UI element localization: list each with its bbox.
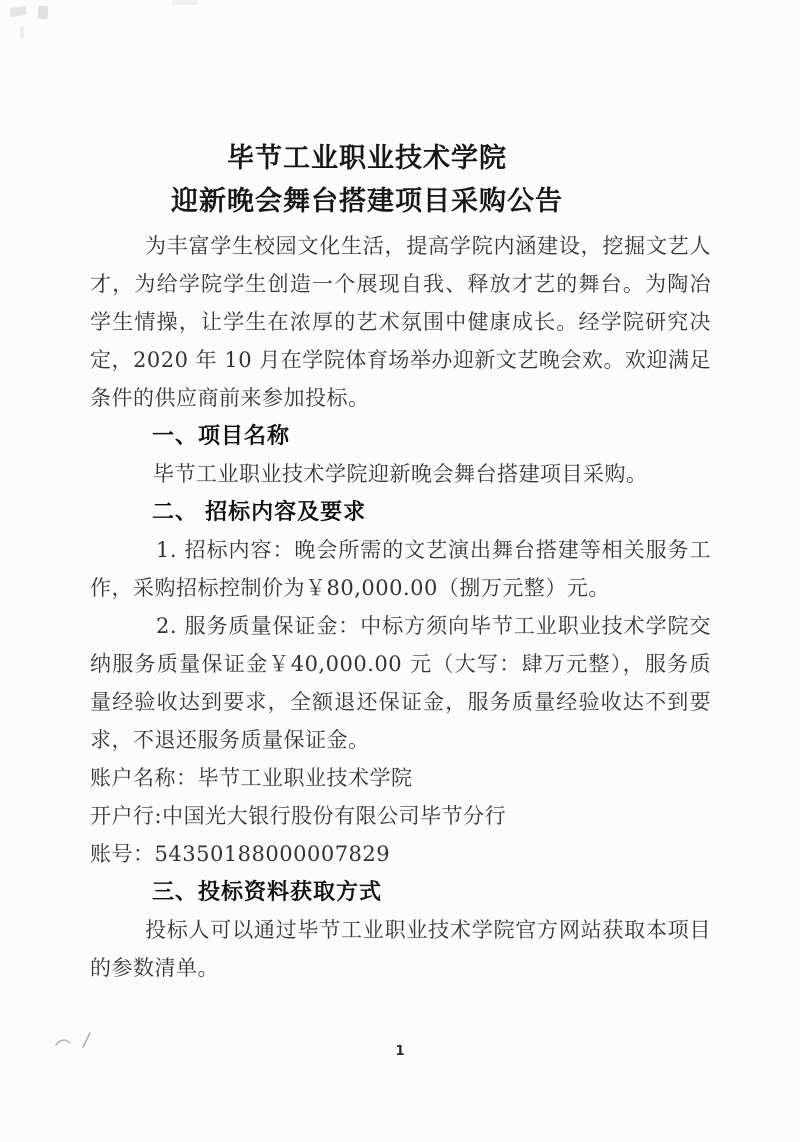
intro-paragraph: 为丰富学生校园文化生活，提高学院内涵建设，挖掘文艺人才，为给学院学生创造一个展现自我、释放才艺的舞台。为陶冶学生情操，让学生在浓厚的艺术氛围中健康成长。经学院研究决定，2020 年 10 月在学院体育场举办迎新文艺晚会欢。欢迎满足条件的供应商前来参加投标。	[90, 234, 711, 410]
section-3-heading: 三、投标资料获取方式	[152, 879, 383, 904]
scan-artifact-icon	[172, 0, 198, 5]
section-3-body: 投标人可以通过毕节工业职业技术学院官方网站获取本项目的参数清单。	[90, 918, 711, 980]
scan-artifact-icon	[20, 27, 24, 38]
page-number: 1	[395, 1044, 405, 1059]
title-line-1: 毕节工业职业技术学院	[227, 143, 507, 174]
account-number-line: 账号：54350188000007829	[90, 842, 391, 866]
section-1-heading: 一、项目名称	[152, 423, 291, 448]
scan-artifact-icon	[9, 6, 26, 17]
bid-content-item: 1. 招标内容：晚会所需的文艺演出舞台搭建等相关服务工作，采购招标控制价为￥80,000.00（捌万元整）元。	[90, 538, 711, 600]
document-body	[90, 227, 711, 987]
section-1-body: 毕节工业职业技术学院迎新晚会舞台搭建项目采购。	[153, 462, 648, 486]
scan-artifact-icon	[38, 6, 49, 20]
service-deposit-item: 2. 服务质量保证金：中标方须向毕节工业职业技术学院交纳服务质量保证金￥40,000.00 元（大写：肆万元整），服务质量经验收达到要求，全额退还保证金，服务质量经验收达不到要求，不退还服务质量保证金。	[90, 614, 711, 752]
bank-line: 开户行:中国光大银行股份有限公司毕节分行	[90, 804, 507, 828]
title-line-2: 迎新晚会舞台搭建项目采购公告	[171, 186, 563, 217]
handwritten-mark	[52, 1030, 96, 1054]
section-2-heading: 二、 招标内容及要求	[152, 499, 367, 524]
account-name-line: 账户名称：毕节工业职业技术学院	[90, 766, 413, 790]
document-title	[0, 137, 734, 223]
